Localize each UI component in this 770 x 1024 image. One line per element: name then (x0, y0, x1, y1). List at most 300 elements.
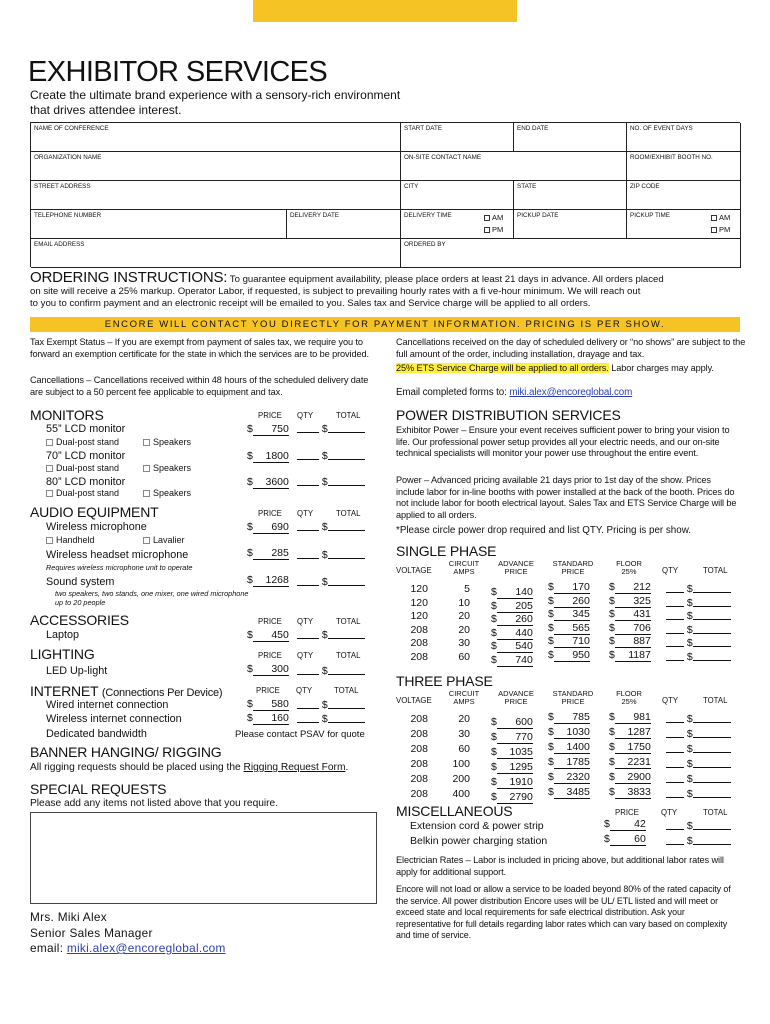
advance-price-cell[interactable] (491, 746, 533, 759)
dollar-sign: $ (491, 586, 497, 598)
qty-header: QTY (662, 696, 679, 705)
price-value: 1287 (615, 727, 651, 739)
qty-total-blank[interactable] (297, 521, 365, 533)
checkbox-icon (46, 490, 53, 497)
conference-name-label: NAME OF CONFERENCE (34, 125, 109, 132)
conference-name-field[interactable] (31, 123, 401, 152)
amps-label: AMPS (453, 567, 475, 576)
standard-price-cell[interactable] (548, 622, 590, 635)
internet-price-header: PRICE (256, 686, 280, 695)
pickup-time-label: PICKUP TIME (630, 212, 671, 219)
qty-total-blank[interactable] (297, 549, 365, 561)
qty-total-blank[interactable] (297, 476, 365, 488)
checkbox-icon (143, 439, 150, 446)
lavalier-option[interactable] (143, 535, 185, 545)
qty-total-blank[interactable] (297, 576, 365, 588)
checkbox-icon (484, 227, 490, 233)
price-label: PRICE (561, 697, 585, 706)
dollar-sign: $ (247, 547, 253, 559)
price-value: 3600 (253, 477, 289, 489)
qty-line[interactable] (666, 774, 684, 783)
advance-price-cell[interactable] (491, 776, 533, 789)
standard-price-cell[interactable] (548, 635, 590, 648)
qty-line[interactable] (297, 630, 319, 639)
pickup-time-field[interactable] (627, 210, 741, 239)
price-value: 3833 (615, 787, 651, 799)
dollar-sign: $ (491, 746, 497, 758)
accessories-qty-header: QTY (297, 617, 314, 626)
floor-label: FLOOR (616, 559, 642, 568)
telephone-field[interactable] (31, 210, 287, 239)
ordered-by-label: ORDERED BY (404, 241, 446, 248)
floor-price-cell[interactable] (609, 726, 651, 739)
advance-price-cell[interactable] (491, 586, 533, 599)
dedicated-quote-note: Please contact PSAV for quote (235, 729, 365, 740)
state-label: STATE (517, 183, 537, 190)
contact-name: Mrs. Miki Alex (30, 910, 107, 924)
price-value: 440 (497, 628, 533, 640)
qty-total-blank[interactable] (297, 450, 365, 462)
qty-line[interactable] (666, 744, 684, 753)
floor-price-cell[interactable] (609, 649, 651, 662)
qty-total-blank[interactable] (297, 629, 365, 641)
amps-cell: 60 (458, 650, 470, 663)
advance-price-cell[interactable] (491, 627, 533, 640)
advance-price-cell[interactable] (491, 640, 533, 653)
voltage-cell: 208 (410, 728, 428, 740)
voltage-cell: 120 (410, 596, 428, 609)
item-price (247, 712, 289, 725)
state-field[interactable] (514, 181, 627, 210)
start-date-field[interactable] (401, 123, 514, 152)
qty-line[interactable] (666, 714, 684, 723)
voltage-cell: 208 (410, 788, 428, 800)
page-subtitle (30, 88, 470, 118)
exhibitor-info-form (30, 122, 740, 267)
end-date-field[interactable] (514, 123, 627, 152)
dollar-sign: $ (609, 635, 615, 647)
pickup-pm-option[interactable] (711, 225, 730, 234)
floor-price-cell[interactable] (609, 622, 651, 635)
dollar-sign: $ (686, 788, 693, 800)
floor-price-cell[interactable] (609, 756, 651, 769)
total-line[interactable] (328, 630, 365, 639)
dollar-sign: $ (321, 450, 328, 462)
dollar-sign: $ (609, 726, 615, 738)
total-line[interactable] (693, 598, 731, 607)
price-value: 260 (497, 614, 533, 626)
qty-total-blank[interactable] (666, 610, 731, 622)
qty-line[interactable] (666, 611, 684, 620)
delivery-date-field[interactable] (287, 210, 401, 239)
onsite-contact-field[interactable] (401, 152, 627, 181)
price-value: 1187 (615, 650, 651, 662)
standard-price-header (546, 690, 600, 706)
qty-line[interactable] (666, 584, 684, 593)
organization-label: ORGANIZATION NAME (34, 154, 102, 161)
voltage-cell: 208 (410, 743, 428, 755)
advance-label: ADVANCE (498, 559, 534, 568)
dollar-sign: $ (609, 581, 615, 593)
qty-total-blank[interactable] (666, 743, 731, 755)
dollar-sign: $ (686, 610, 693, 622)
booth-number-field[interactable] (627, 152, 741, 181)
internet-qty-header: QTY (296, 686, 313, 695)
qty-total-blank[interactable] (666, 597, 731, 609)
monitors-price-header: PRICE (258, 411, 282, 420)
amps-cell: 10 (458, 596, 470, 609)
total-line[interactable] (693, 774, 731, 783)
total-line[interactable] (328, 477, 365, 486)
qty-total-blank[interactable] (666, 624, 731, 636)
tax-exempt-note: Tax Exempt Status – If you are exempt from payment of sales tax, we require you to forward an exemption certificate for the state in which the services are to be provided. (30, 337, 369, 359)
power-heading: POWER DISTRIBUTION SERVICES (396, 407, 621, 423)
dollar-sign: $ (548, 581, 554, 593)
advance-price-cell[interactable] (491, 761, 533, 774)
organization-field[interactable] (31, 152, 401, 181)
total-line[interactable] (693, 759, 731, 768)
standard-price-cell[interactable] (548, 711, 590, 724)
floor-price-cell[interactable] (609, 711, 651, 724)
advance-price-cell[interactable] (491, 716, 533, 729)
qty-line[interactable] (666, 652, 684, 661)
qty-header: QTY (662, 566, 679, 575)
qty-total-blank[interactable] (666, 713, 731, 725)
advance-price-cell[interactable] (491, 731, 533, 744)
dollar-sign: $ (686, 728, 693, 740)
ordering-text-2: on site will receive a 25% markup. Operator Labor, if requested, is subject to prevailing hourly rates with a fi ve-hour minimum. We will reach out (30, 286, 641, 297)
handheld-option[interactable] (46, 535, 95, 545)
item-name: Wireless headset microphone (46, 549, 189, 561)
delivery-am-option[interactable] (484, 213, 503, 222)
dollar-sign: $ (491, 613, 497, 625)
dollar-sign: $ (548, 771, 554, 783)
checkbox-icon (143, 537, 150, 544)
standard-price-cell[interactable] (548, 595, 590, 608)
dollar-sign: $ (247, 629, 253, 641)
qty-total-blank[interactable] (297, 423, 365, 435)
internet-heading-sub: (Connections Per Device) (101, 687, 223, 699)
special-requests-heading: SPECIAL REQUESTS (30, 781, 167, 797)
qty-total-blank[interactable] (297, 665, 365, 677)
price-value: 740 (497, 655, 533, 667)
start-date-label: START DATE (404, 125, 443, 132)
dollar-sign: $ (548, 648, 554, 661)
speakers-option[interactable] (143, 463, 191, 473)
delivery-time-label: DELIVERY TIME (404, 212, 452, 219)
email-address-label: EMAIL ADDRESS (34, 241, 85, 248)
total-line[interactable] (693, 584, 731, 593)
qty-line[interactable] (666, 729, 684, 738)
standard-price-cell[interactable] (548, 756, 590, 769)
floor-price-cell[interactable] (609, 771, 651, 784)
pm-label: PM (492, 225, 504, 234)
item-name: 70” LCD monitor (46, 450, 126, 462)
labor-charges-text: Labor charges may apply. (608, 363, 714, 373)
item-name: Sound system (46, 576, 115, 588)
price-value: 1268 (253, 575, 289, 587)
qty-total-blank[interactable] (666, 835, 731, 847)
item-price (247, 629, 289, 642)
contact-title: Senior Sales Manager (30, 925, 153, 940)
total-line[interactable] (693, 714, 731, 723)
zip-code-field[interactable] (627, 181, 741, 210)
dollar-sign: $ (604, 833, 610, 845)
total-line[interactable] (328, 666, 365, 675)
city-field[interactable] (401, 181, 514, 210)
total-line[interactable] (693, 625, 731, 634)
accessories-heading: ACCESSORIES (30, 612, 129, 628)
qty-total-blank[interactable] (666, 820, 731, 832)
end-date-label: END DATE (517, 125, 549, 132)
dollar-sign: $ (491, 640, 497, 652)
circuit-amps-header (444, 690, 484, 706)
floor-price-cell[interactable] (609, 635, 651, 648)
advance-price-cell[interactable] (491, 654, 533, 667)
street-address-field[interactable] (31, 181, 401, 210)
advanced-power-text: Power – Advanced pricing available 21 days prior to 1st day of the show. Prices include labor for in-line booths with power installed at the back of the booth. Prices do not include labor for booth electrical layout. Sales Tax and ETS Service Charge will be applied to all orders. (396, 475, 737, 520)
advance-price-header (493, 690, 539, 706)
event-days-label: NO. OF EVENT DAYS (630, 125, 693, 132)
dollar-sign: $ (686, 713, 693, 725)
electrician-rates-note: Electrician Rates – Labor is included in pricing above, but additional labor rates will apply for additional support. (396, 855, 724, 877)
voltage-header: VOLTAGE (396, 566, 432, 575)
dollar-sign: $ (609, 786, 615, 798)
standard-price-cell[interactable] (548, 608, 590, 621)
dollar-sign: $ (321, 423, 328, 435)
dollar-sign: $ (247, 698, 253, 710)
dollar-sign: $ (548, 594, 554, 607)
dual-post-option[interactable] (46, 437, 119, 447)
price-value: 785 (554, 712, 590, 724)
standard-price-cell[interactable] (548, 771, 590, 784)
qty-total-blank[interactable] (666, 773, 731, 785)
misc-heading: MISCELLANEOUS (396, 803, 513, 819)
contact-email-link[interactable]: miki.alex@encoreglobal.com (66, 941, 226, 955)
option-label: Lavalier (153, 535, 185, 545)
price-value: 770 (497, 732, 533, 744)
lighting-total-header: TOTAL (336, 651, 361, 660)
speakers-option[interactable] (143, 488, 191, 498)
item-price (247, 450, 289, 463)
total-line[interactable] (693, 729, 731, 738)
price-value: 981 (615, 712, 651, 724)
dollar-sign: $ (247, 423, 253, 435)
price-value: 690 (253, 522, 289, 534)
amps-cell: 100 (452, 758, 470, 770)
option-label: Handheld (56, 535, 95, 545)
amps-cell: 30 (458, 728, 470, 740)
price-value: 212 (615, 582, 651, 594)
dollar-sign: $ (686, 583, 693, 595)
qty-total-blank[interactable] (297, 713, 365, 725)
qty-line[interactable] (297, 700, 319, 709)
floor-price-cell[interactable] (609, 608, 651, 621)
banner-hanging-heading: BANNER HANGING/ RIGGING (30, 744, 222, 760)
total-line[interactable] (693, 789, 731, 798)
dollar-sign: $ (491, 626, 497, 639)
dollar-sign: $ (548, 726, 554, 738)
dollar-sign: $ (321, 699, 328, 711)
event-days-field[interactable] (627, 123, 741, 152)
dual-post-option[interactable] (46, 463, 119, 473)
total-line[interactable] (693, 744, 731, 753)
dollar-sign: $ (548, 711, 554, 723)
total-line[interactable] (693, 821, 731, 830)
qty-line[interactable] (297, 424, 319, 433)
monitors-qty-header: QTY (297, 411, 314, 420)
dollar-sign: $ (548, 621, 554, 634)
price-value: 1030 (554, 727, 590, 739)
advance-price-cell[interactable] (491, 613, 533, 626)
dollar-sign: $ (609, 711, 615, 723)
qty-line[interactable] (297, 522, 319, 531)
advance-price-cell[interactable] (491, 600, 533, 613)
floor-price-cell[interactable] (609, 581, 651, 594)
circuit-label: CIRCUIT (448, 689, 480, 698)
speakers-option[interactable] (143, 437, 191, 447)
dollar-sign: $ (321, 521, 328, 533)
qty-line[interactable] (666, 836, 684, 845)
total-line[interactable] (328, 577, 365, 586)
city-label: CITY (404, 183, 419, 190)
three-phase-heading: THREE PHASE (396, 673, 493, 689)
payment-banner: ENCORE WILL CONTACT YOU DIRECTLY FOR PAYMENT INFORMATION. PRICING IS PER SHOW. (30, 317, 740, 332)
pickup-date-field[interactable] (514, 210, 627, 239)
rigging-form-link[interactable]: Rigging Request Form (243, 762, 346, 773)
checkbox-icon (143, 465, 150, 472)
special-requests-box[interactable] (30, 812, 377, 904)
exhibitor-power-text: Exhibitor Power – Ensure your event receives sufficient power to bring your vision to life. Our professional power setup provides all your electric needs, and our on-site technical specialists will monitor your power use throughout the entire event. (396, 425, 730, 458)
delivery-time-field[interactable] (401, 210, 514, 239)
price-value: 2900 (615, 772, 651, 784)
qty-total-blank[interactable] (666, 637, 731, 649)
price-value: 160 (253, 713, 289, 725)
qty-total-blank[interactable] (666, 758, 731, 770)
item-price (247, 663, 289, 676)
dual-post-option[interactable] (46, 488, 119, 498)
price-value: 600 (497, 717, 533, 729)
monitors-total-header: TOTAL (336, 411, 361, 420)
price-value: 450 (253, 630, 289, 642)
dollar-sign: $ (686, 773, 693, 785)
dollar-sign: $ (491, 761, 497, 773)
floor-price-cell[interactable] (609, 786, 651, 799)
voltage-cell: 208 (410, 713, 428, 725)
qty-total-blank[interactable] (666, 651, 731, 663)
standard-price-cell[interactable] (548, 726, 590, 739)
street-address-label: STREET ADDRESS (34, 183, 91, 190)
qty-line[interactable] (666, 625, 684, 634)
standard-price-cell[interactable] (548, 786, 590, 799)
dollar-sign: $ (321, 629, 328, 641)
qty-line[interactable] (297, 714, 319, 723)
ordering-instructions (30, 269, 740, 310)
qty-line[interactable] (666, 821, 684, 830)
total-line[interactable] (693, 611, 731, 620)
dollar-sign: $ (609, 771, 615, 783)
total-line[interactable] (693, 836, 731, 845)
price-value: 1800 (253, 451, 289, 463)
contact-block (30, 910, 226, 957)
standard-price-cell[interactable] (548, 741, 590, 754)
dollar-sign: $ (686, 596, 693, 609)
total-line[interactable] (328, 700, 365, 709)
dollar-sign: $ (548, 756, 554, 768)
qty-line[interactable] (666, 759, 684, 768)
total-line[interactable] (328, 522, 365, 531)
voltage-cell: 120 (410, 610, 428, 622)
pm-label: PM (719, 225, 731, 234)
email-address-field[interactable] (31, 239, 401, 268)
price-value: 431 (615, 609, 651, 621)
dollar-sign: $ (609, 608, 615, 620)
ordered-by-field[interactable] (401, 239, 741, 268)
am-label: AM (719, 213, 731, 222)
qty-total-blank[interactable] (666, 788, 731, 800)
lighting-heading: LIGHTING (30, 646, 95, 662)
ordering-text-3: to you to confirm payment and an electronic receipt will be emailed to you. Sales tax and Service charge will be applied to all orders. (30, 298, 591, 309)
dollar-sign: $ (609, 756, 615, 768)
standard-price-cell[interactable] (548, 581, 590, 594)
floor-price-cell[interactable] (609, 741, 651, 754)
total-line[interactable] (328, 424, 365, 433)
rigging-text-end: . (345, 762, 349, 773)
qty-line[interactable] (297, 666, 319, 675)
total-line[interactable] (328, 714, 365, 723)
email-forms-link[interactable]: miki.alex@encoreglobal.com (509, 387, 633, 398)
item-name: Wireless microphone (46, 521, 147, 533)
qty-total-blank[interactable] (666, 583, 731, 595)
item-name: Belkin power charging station (410, 835, 548, 847)
qty-total-blank[interactable] (297, 699, 365, 711)
price-value: 706 (615, 623, 651, 635)
floor-price-cell[interactable] (609, 595, 651, 608)
total-line[interactable] (693, 638, 731, 647)
qty-line[interactable] (297, 577, 319, 586)
qty-total-blank[interactable] (666, 728, 731, 740)
headset-note: Requires wireless microphone unit to operate (46, 563, 193, 572)
amps-cell: 5 (464, 583, 470, 595)
price-value: 565 (554, 623, 590, 635)
total-line[interactable] (693, 652, 731, 661)
dollar-sign: $ (609, 621, 615, 634)
standard-price-cell[interactable] (548, 649, 590, 662)
total-line[interactable] (328, 550, 365, 559)
qty-line[interactable] (666, 789, 684, 798)
qty-line[interactable] (666, 638, 684, 647)
qty-line[interactable] (297, 477, 319, 486)
contact-email-label: email: (30, 941, 67, 955)
booth-number-label: ROOM/EXHIBIT BOOTH NO. (630, 154, 713, 161)
price-value: 2231 (615, 757, 651, 769)
subtitle-line-1: Create the ultimate brand experience with a sensory-rich environment (30, 88, 401, 102)
item-price (247, 476, 289, 489)
price-value: 887 (615, 636, 651, 648)
delivery-pm-option[interactable] (484, 225, 503, 234)
pickup-am-option[interactable] (711, 213, 730, 222)
price-value: 260 (554, 596, 590, 608)
misc-qty-header: QTY (661, 808, 678, 817)
qty-line[interactable] (297, 550, 319, 559)
standard-price-header (546, 560, 600, 576)
onsite-contact-label: ON-SITE CONTACT NAME (404, 154, 482, 161)
total-line[interactable] (328, 451, 365, 460)
option-label: Speakers (153, 437, 192, 447)
item-name: Wireless internet connection (46, 713, 182, 725)
qty-line[interactable] (297, 451, 319, 460)
qty-line[interactable] (666, 598, 684, 607)
